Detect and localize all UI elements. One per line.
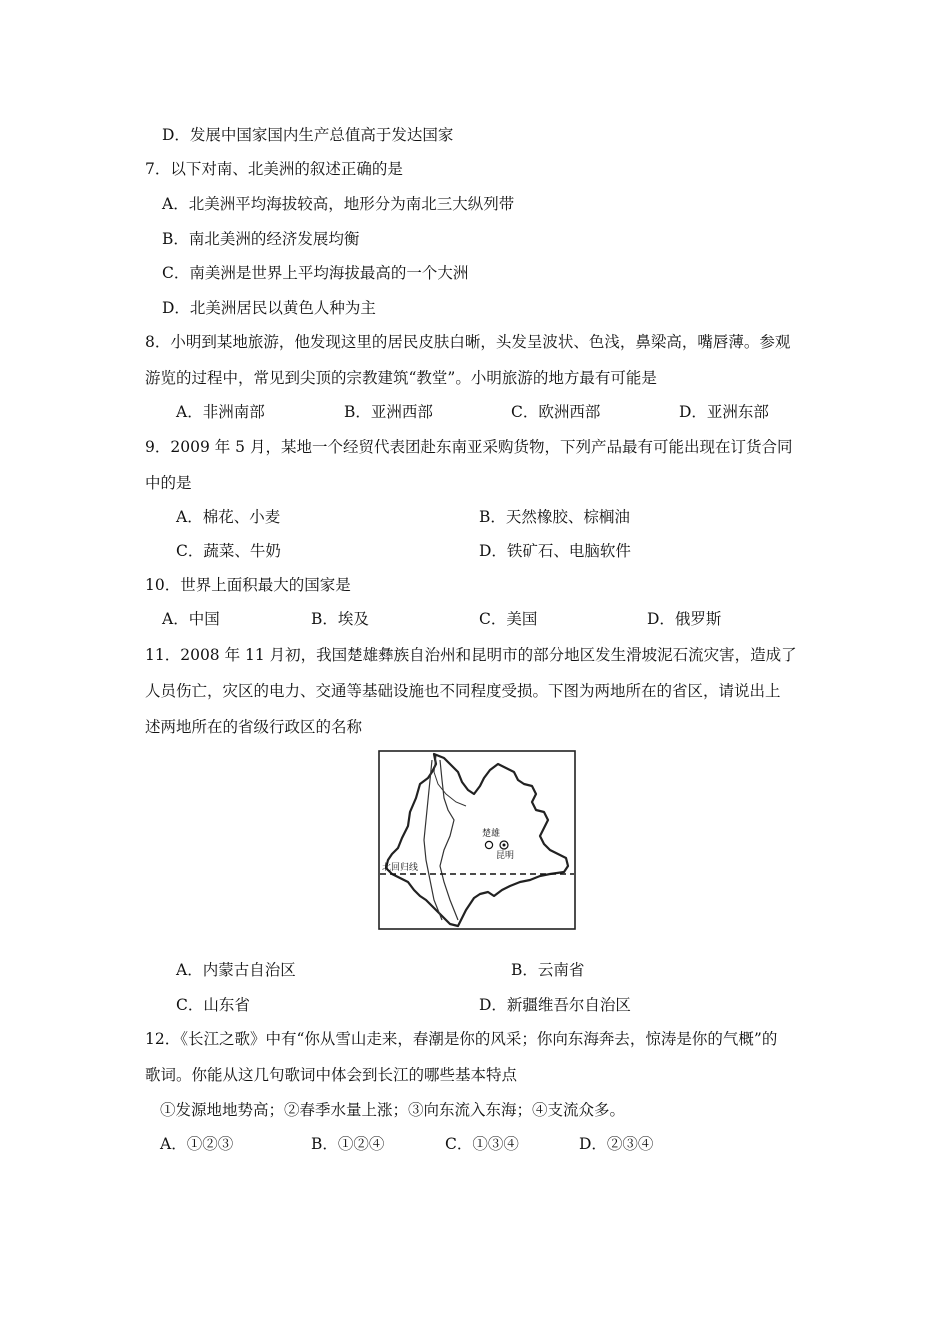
- tropic-label: 北回归线: [382, 863, 419, 873]
- q9-option-d: D．铁矿石、电脑软件: [479, 542, 631, 560]
- q12-statements: ①发源地地势高；②春季水量上涨；③向东流入东海；④支流众多。: [160, 1101, 626, 1119]
- q11-stem-line2: 人员伤亡，灾区的电力、交通等基础设施也不同程度受损。下图为两地所在的省区，请说出上: [145, 682, 781, 700]
- q6-option-d: D．发展中国家国内生产总值高于发达国家: [162, 126, 454, 144]
- q12-option-d: D．②③④: [579, 1135, 654, 1153]
- q10-option-d: D．俄罗斯: [647, 610, 722, 628]
- yunnan-province-map: [378, 750, 576, 930]
- q7-option-c: C．南美洲是世界上平均海拔最高的一个大洲: [162, 264, 469, 282]
- q8-stem-line1: 8．小明到某地旅游，他发现这里的居民皮肤白晰，头发呈波状、色浅，鼻梁高，嘴唇薄。参观: [145, 333, 791, 351]
- q11-option-b: B．云南省: [511, 961, 585, 979]
- q11-option-a: A．内蒙古自治区: [176, 961, 296, 979]
- q8-option-c: C．欧洲西部: [511, 403, 601, 421]
- q7-option-a: A．北美洲平均海拔较高，地形分为南北三大纵列带: [162, 195, 515, 213]
- q10-stem: 10．世界上面积最大的国家是: [145, 576, 351, 594]
- q12-stem-line2: 歌词。你能从这几句歌词中体会到长江的哪些基本特点: [145, 1066, 518, 1084]
- q9-stem-line1: 9．2009 年 5 月，某地一个经贸代表团赴东南亚采购货物，下列产品最有可能出现在订货合同: [145, 438, 793, 456]
- kunming-label: 昆明: [496, 851, 515, 861]
- q9-stem-line2: 中的是: [145, 474, 192, 492]
- kunming-marker-inner: [503, 844, 506, 847]
- q7-option-b: B．南北美洲的经济发展均衡: [162, 230, 360, 248]
- q12-option-a: A．①②③: [160, 1135, 234, 1153]
- chuxiong-label: 楚雄: [482, 829, 501, 839]
- q11-option-d: D．新疆维吾尔自治区: [479, 996, 631, 1014]
- q8-option-d: D．亚洲东部: [679, 403, 769, 421]
- q12-option-b: B．①②④: [311, 1135, 385, 1153]
- q8-option-b: B．亚洲西部: [344, 403, 433, 421]
- map-frame: [379, 751, 575, 929]
- q9-option-a: A．棉花、小麦: [176, 508, 281, 526]
- q11-option-c: C．山东省: [176, 996, 250, 1014]
- q7-option-d: D．北美洲居民以黄色人种为主: [162, 299, 376, 317]
- q10-option-a: A．中国: [162, 610, 220, 628]
- q11-stem-line1: 11．2008 年 11 月初，我国楚雄彝族自治州和昆明市的部分地区发生滑坡泥石流灾害，造成了: [145, 646, 797, 664]
- q10-option-c: C．美国: [479, 610, 538, 628]
- q8-stem-line2: 游览的过程中，常见到尖顶的宗教建筑“教堂”。小明旅游的地方最有可能是: [145, 369, 657, 387]
- q10-option-b: B．埃及: [311, 610, 369, 628]
- q12-option-c: C．①③④: [445, 1135, 519, 1153]
- q9-option-c: C．蔬菜、牛奶: [176, 542, 281, 560]
- q12-stem-line1: 12．《长江之歌》中有“你从雪山走来，春潮是你的风采；你向东海奔去，惊涛是你的气概”的: [145, 1030, 778, 1048]
- q8-option-a: A．非洲南部: [176, 403, 265, 421]
- q9-option-b: B．天然橡胶、棕榈油: [479, 508, 630, 526]
- chuxiong-marker: [485, 841, 492, 848]
- q7-stem: 7．以下对南、北美洲的叙述正确的是: [145, 160, 403, 178]
- q11-stem-line3: 述两地所在的省级行政区的名称: [145, 718, 363, 736]
